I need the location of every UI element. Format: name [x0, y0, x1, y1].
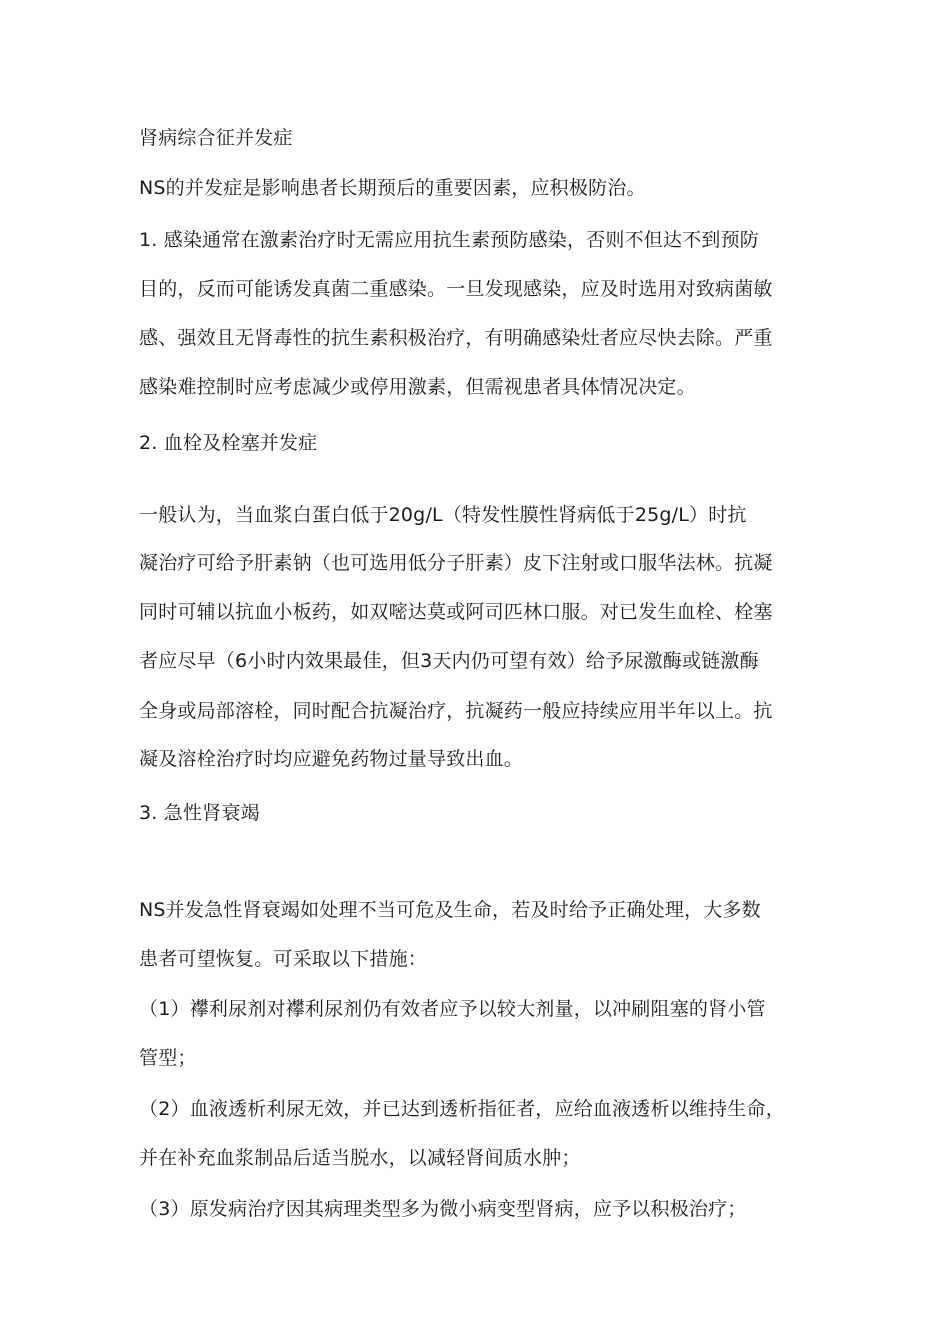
- section-2-line-2: 凝治疗可给予肝素钠（也可选用低分子肝素）皮下注射或口服华法林。抗凝: [139, 552, 773, 574]
- section-3-line-2: 患者可望恢复。可采取以下措施：: [139, 948, 428, 970]
- measure-2-line-1: （2）血液透析利尿无效，并已达到透析指征者，应给血液透析以维持生命，: [139, 1098, 785, 1120]
- measure-2-line-2: 并在补充血浆制品后适当脱水，以减轻肾间质水肿；: [139, 1147, 581, 1169]
- section-1-line-3: 感、强效且无肾毒性的抗生素积极治疗，有明确感染灶者应尽快去除。严重: [139, 327, 773, 349]
- section-3-heading: 3. 急性肾衰竭: [139, 802, 260, 824]
- section-1-line-2: 目的，反而可能诱发真菌二重感染。一旦发现感染，应及时选用对致病菌敏: [139, 278, 773, 300]
- section-2-line-6: 凝及溶栓治疗时均应避免药物过量导致出血。: [139, 748, 524, 770]
- document-title: 肾病综合征并发症: [139, 127, 293, 149]
- section-2-line-1: 一般认为，当血浆白蛋白低于20g/L（特发性膜性肾病低于25g/L）时抗: [139, 504, 747, 526]
- section-3-line-1: NS并发急性肾衰竭如处理不当可危及生命，若及时给予正确处理，大多数: [139, 899, 761, 921]
- section-2-heading: 2. 血栓及栓塞并发症: [139, 432, 318, 454]
- section-2-line-3: 同时可辅以抗血小板药，如双嘧达莫或阿司匹林口服。对已发生血栓、栓塞: [139, 601, 773, 623]
- measure-1-line-1: （1）襻利尿剂对襻利尿剂仍有效者应予以较大剂量，以冲刷阻塞的肾小管: [139, 998, 766, 1020]
- measure-1-line-2: 管型；: [139, 1047, 197, 1069]
- measure-3-line-1: （3）原发病治疗因其病理类型多为微小病变型肾病，应予以积极治疗；: [139, 1198, 747, 1220]
- section-1-line-1: 1. 感染通常在激素治疗时无需应用抗生素预防感染，否则不但达不到预防: [139, 229, 759, 251]
- intro-paragraph: NS的并发症是影响患者长期预后的重要因素，应积极防治。: [139, 177, 646, 199]
- section-2-line-5: 全身或局部溶栓，同时配合抗凝治疗，抗凝药一般应持续应用半年以上。抗: [139, 700, 773, 722]
- section-1-line-4: 感染难控制时应考虑减少或停用激素，但需视患者具体情况决定。: [139, 376, 696, 398]
- section-2-line-4: 者应尽早（6小时内效果最佳，但3天内仍可望有效）给予尿激酶或链激酶: [139, 650, 759, 672]
